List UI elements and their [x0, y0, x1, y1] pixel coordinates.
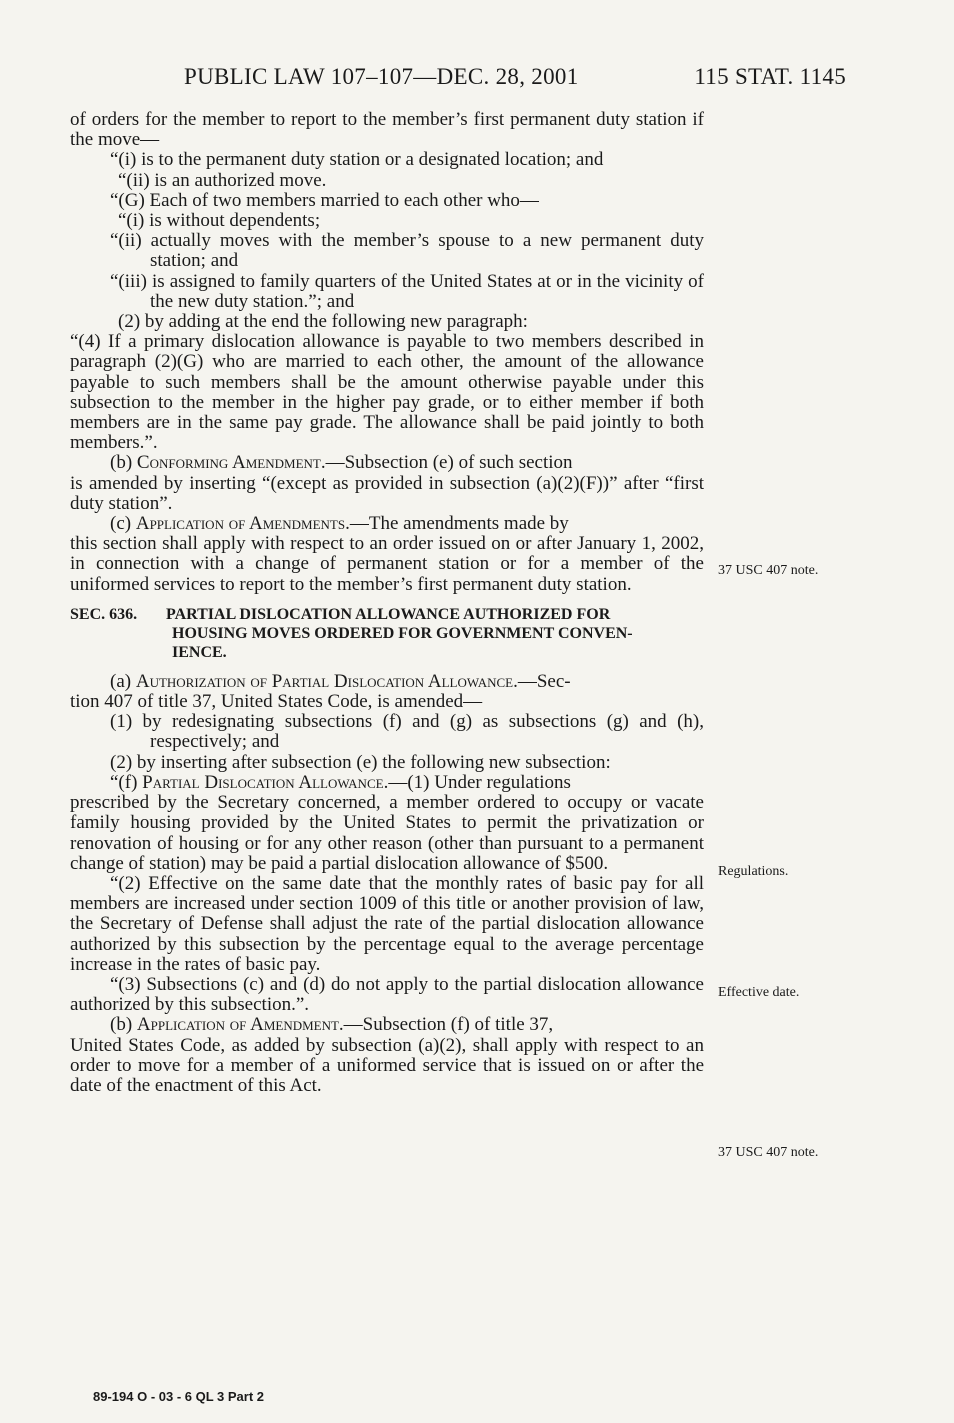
- subsection-a-lead: [70, 672, 704, 692]
- margin-note-regulations: Regulations.: [718, 864, 789, 879]
- running-head: PUBLIC LAW 107–107—DEC. 28, 2001: [184, 64, 579, 89]
- run-in-tail: .—(1) Under regulations: [383, 771, 571, 793]
- paragraph: of orders for the member to report to the member’s first permanent duty station if the move—: [70, 109, 704, 151]
- paragraph: prescribed by the Secretary concerned, a member ordered to occupy or vacate family housing provided by the United States to permit the privatization or renovation of housing or for any other reason (other than pursuant to a permanent change of station) may be paid a partial dislocation allowance of $500.: [70, 792, 704, 874]
- subsection-b2-lead: [70, 1015, 704, 1035]
- subsection-f-lead: [70, 773, 704, 793]
- paragraph: “(G) Each of two members married to each other who—: [110, 189, 539, 211]
- print-job-footer: 89-194 O - 03 - 6 QL 3 Part 2: [93, 1389, 265, 1404]
- section-number: SEC. 636.: [70, 605, 138, 623]
- subsection-b-lead: [70, 453, 704, 473]
- section-title-line: HOUSING MOVES ORDERED FOR GOVERNMENT CONVEN-: [172, 624, 633, 642]
- margin-note-citation: 37 USC 407 note.: [718, 1145, 819, 1160]
- paragraph: “(iii) is assigned to family quarters of the United States at or in the vicinity of the new duty station.”; and: [110, 270, 704, 312]
- subsection-c-lead: [70, 514, 704, 534]
- run-in-heading: Conforming Amendment: [136, 452, 321, 474]
- page-header: [0, 64, 954, 94]
- paragraph: (2) by inserting after subsection (e) the following new subsection:: [110, 751, 611, 773]
- run-in-heading: Partial Dislocation Allowance: [142, 771, 384, 793]
- run-in-tail: .—Sec-: [513, 670, 571, 692]
- paragraph: “(ii) is an authorized move.: [118, 169, 327, 191]
- paragraph: [70, 150, 704, 170]
- margin-note-citation: 37 USC 407 note.: [718, 563, 819, 578]
- paragraph: this section shall apply with respect to an order issued on or after January 1, 2002, in connection with a change of permanent station or for a member of the uniformed services to report to the member’s first permanent duty station.: [70, 533, 704, 595]
- paragraph: “(2) Effective on the same date that the monthly rates of basic pay for all members are increased under section 1009 of this title or another provision of law, the Secretary of Defense shall adjust the rate of the partial dislocation allowance authorized by this subsection by the percentage equal to the average percentage increase in the rates of basic pay.: [70, 872, 704, 975]
- paragraph: [70, 332, 704, 453]
- law-text: [70, 110, 704, 1096]
- paragraph: United States Code, as added by subsection (a)(2), shall apply with respect to an order to move for a member of a uniformed service that is issued on or after the date of the enactment of this Act.: [70, 1034, 704, 1096]
- paragraph: “(ii) actually moves with the member’s spouse to a new permanent duty station; and: [110, 230, 704, 272]
- paragraph-text: “(4) If a primary dislocation allowance is payable to two members described in paragraph (2)(G) who are married to each other, the amount of the allowance payable to such members shall be the amount otherwise payable under this subsection to the member in the higher pay grade, or to either member if both members are in the same pay grade. The allowance shall be paid jointly to both members.”.: [70, 331, 704, 454]
- run-in-tail: .—Subsection (e) of such section: [320, 452, 573, 474]
- run-in-tail: .—The amendments made by: [345, 513, 569, 535]
- label: (b): [110, 452, 137, 474]
- paragraph: (1) by redesignating subsections (f) and (g) as subsections (g) and (h), respectively; and: [110, 711, 704, 753]
- paragraph: (2) by adding at the end the following new paragraph:: [118, 311, 528, 333]
- label: (b): [110, 1014, 137, 1036]
- run-in-heading: Application of Amendments: [135, 513, 346, 535]
- paragraph-text: “(i) is to the permanent duty station or a designated location; and: [110, 149, 604, 171]
- paragraph: “(i) is without dependents;: [118, 210, 321, 232]
- paragraph: tion 407 of title 37, United States Code, is amended—: [70, 691, 483, 713]
- section-title-line: IENCE.: [172, 643, 227, 661]
- section-title-line: PARTIAL DISLOCATION ALLOWANCE AUTHORIZED FOR: [166, 605, 611, 623]
- label: “(f): [110, 771, 143, 793]
- run-in-heading: Application of Amendment: [136, 1014, 339, 1036]
- margin-note-effective-date: Effective date.: [718, 985, 800, 1000]
- statute-page-number: 115 STAT. 1145: [694, 64, 846, 89]
- run-in-heading: Authorization of Partial Dislocation Allowance: [135, 670, 514, 692]
- paragraph: “(3) Subsections (c) and (d) do not apply to the partial dislocation allowance authorized by this subsection.”.: [70, 973, 704, 1016]
- section-heading: [70, 605, 704, 662]
- run-in-tail: .—Subsection (f) of title 37,: [338, 1014, 554, 1036]
- label: (a): [110, 670, 136, 692]
- label: (c): [110, 513, 136, 535]
- paragraph: is amended by inserting “(except as provided in subsection (a)(2)(F))” after “first duty station”.: [70, 472, 704, 514]
